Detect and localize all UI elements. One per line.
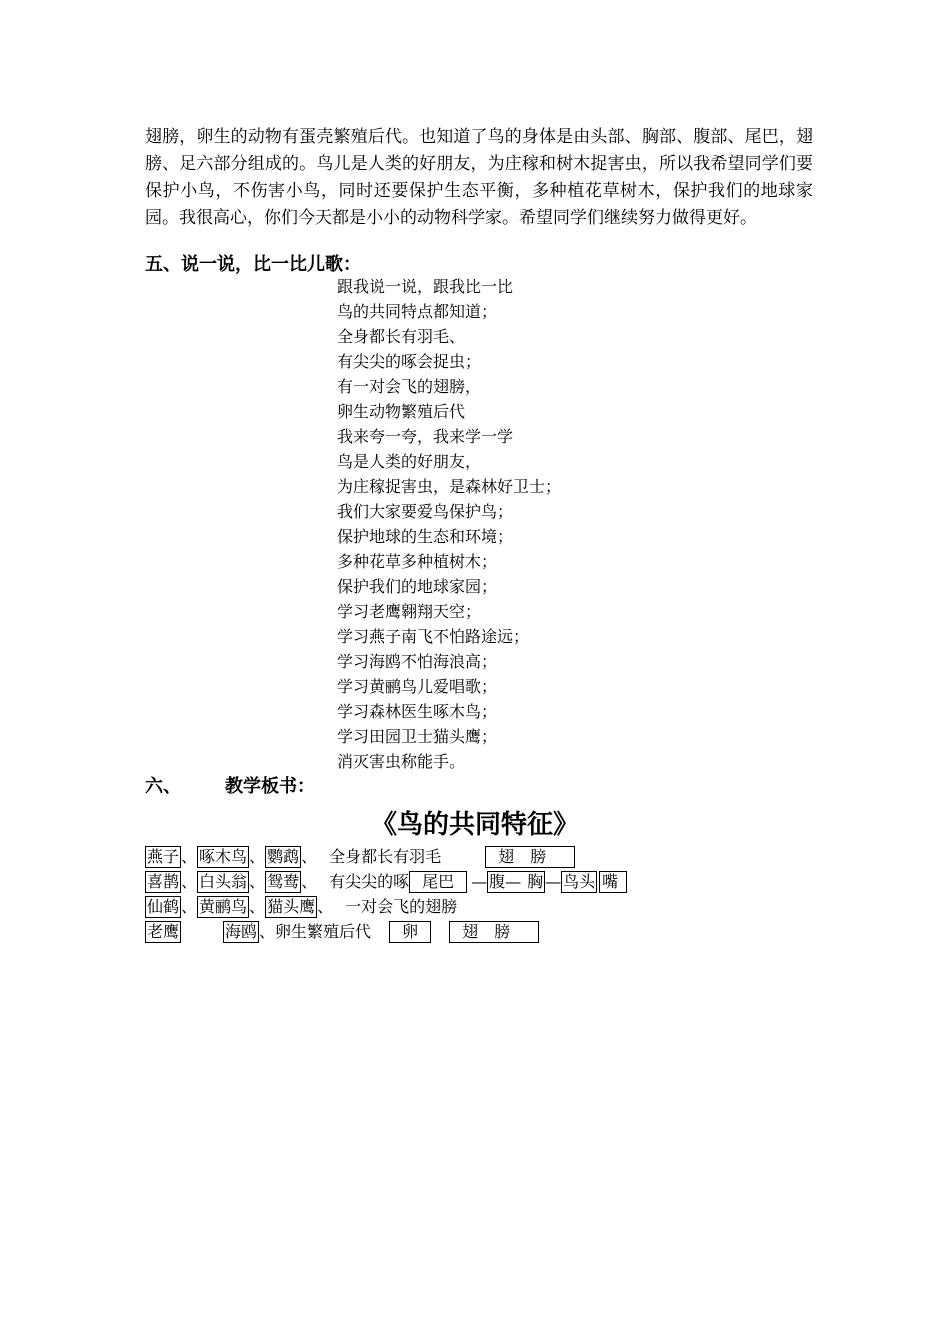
bird-box: 啄木鸟 [199,847,248,866]
song-line: 学习黄鹂鸟儿爱唱歌； [337,677,498,696]
song-line: 我们大家要爱鸟保护鸟； [337,502,514,521]
song-line: 保护我们的地球家园； [337,577,498,596]
belly-chest-box: 腹— 胸 [489,872,544,891]
song-line: 跟我说一说，跟我比一比 [337,277,514,296]
separator: 、 [249,897,266,916]
board-title: 《鸟的共同特征》 [370,810,579,840]
wings-box: 翅膀 [449,921,539,943]
bird-box: 海鸥 [225,922,258,941]
feature-text: 卵生繁殖后代 [275,922,372,941]
song-line: 消灭害虫称能手。 [337,752,466,771]
section-6-number: 六、 [145,776,181,797]
song-line: 卵生动物繁殖后代 [337,402,466,421]
section-5-heading: 五、说一说，比一比儿歌： [145,254,361,275]
section-6-heading [145,772,315,798]
bird-box: 鹦鹉 [267,847,300,866]
song-line: 我来夸一夸，我来学一学 [337,427,514,446]
song-line: 学习海鸥不怕海浪高； [337,652,498,671]
summary-paragraph: 翅膀，卵生的动物有蛋壳繁殖后代。也知道了鸟的身体是由头部、胸部、腹部、尾巴，翅膀、足六部分组成的。鸟儿是人类的好朋友，为庄稼和树木捉害虫，所以我希望同学们要保护小鸟，不伤害小鸟，同时还要保护生态平衡，多种植花草树木，保护我们的地球家园。我很高心，你们今天都是小小的动物科学家。希望同学们继续努力做得更好。 [145,127,813,228]
tail-box: 尾巴 [409,871,467,893]
separator: 、 [249,847,266,866]
board-row [145,846,575,870]
connector: — [471,872,488,891]
separator: 、 [181,897,198,916]
song-line: 有一对会飞的翅膀， [337,377,482,396]
feature-text: 一对会飞的翅膀 [345,897,458,916]
section-6-label: 教学板书： [225,776,315,797]
beak-box: 嘴 [599,871,627,893]
children-song [337,274,561,774]
separator: 、 [301,872,318,891]
feature-text: 全身都长有羽毛 [329,847,442,866]
bird-box: 鸳鸯 [267,872,300,891]
connector: — [545,872,562,891]
feature-text: 有尖尖的啄 [329,872,410,891]
separator: 、 [301,847,318,866]
bird-box: 仙鹤 [147,897,180,916]
wings-box: 翅膀 [485,846,575,868]
song-line: 保护地球的生态和环境； [337,527,514,546]
separator: 、 [181,847,198,866]
board-row [145,921,539,945]
bird-box: 燕子 [147,847,180,866]
separator: 、 [249,872,266,891]
song-line: 学习田园卫士猫头鹰； [337,727,498,746]
bird-box: 白头翁 [199,872,248,891]
song-line: 多种花草多种植树木； [337,552,498,571]
bird-box: 老鹰 [147,922,180,941]
bird-box: 喜鹊 [147,872,180,891]
song-line: 鸟是人类的好朋友， [337,452,482,471]
song-line: 鸟的共同特点都知道； [337,302,498,321]
song-line: 为庄稼捉害虫，是森林好卫士； [337,477,562,496]
song-line: 全身都长有羽毛、 [337,327,466,346]
separator: 、 [181,872,198,891]
head-box: 鸟头 [563,872,596,891]
egg-box: 卵 [389,921,431,943]
song-line: 有尖尖的啄会捉虫； [337,352,482,371]
bird-box: 猫头鹰 [267,897,316,916]
board-row [145,896,457,920]
bird-box: 黄鹂鸟 [199,897,248,916]
board-row [145,871,627,895]
separator: 、 [259,922,276,941]
song-line: 学习森林医生啄木鸟； [337,702,498,721]
separator: 、 [317,897,334,916]
song-line: 学习燕子南飞不怕路途远； [337,627,530,646]
song-line: 学习老鹰翱翔天空； [337,602,482,621]
